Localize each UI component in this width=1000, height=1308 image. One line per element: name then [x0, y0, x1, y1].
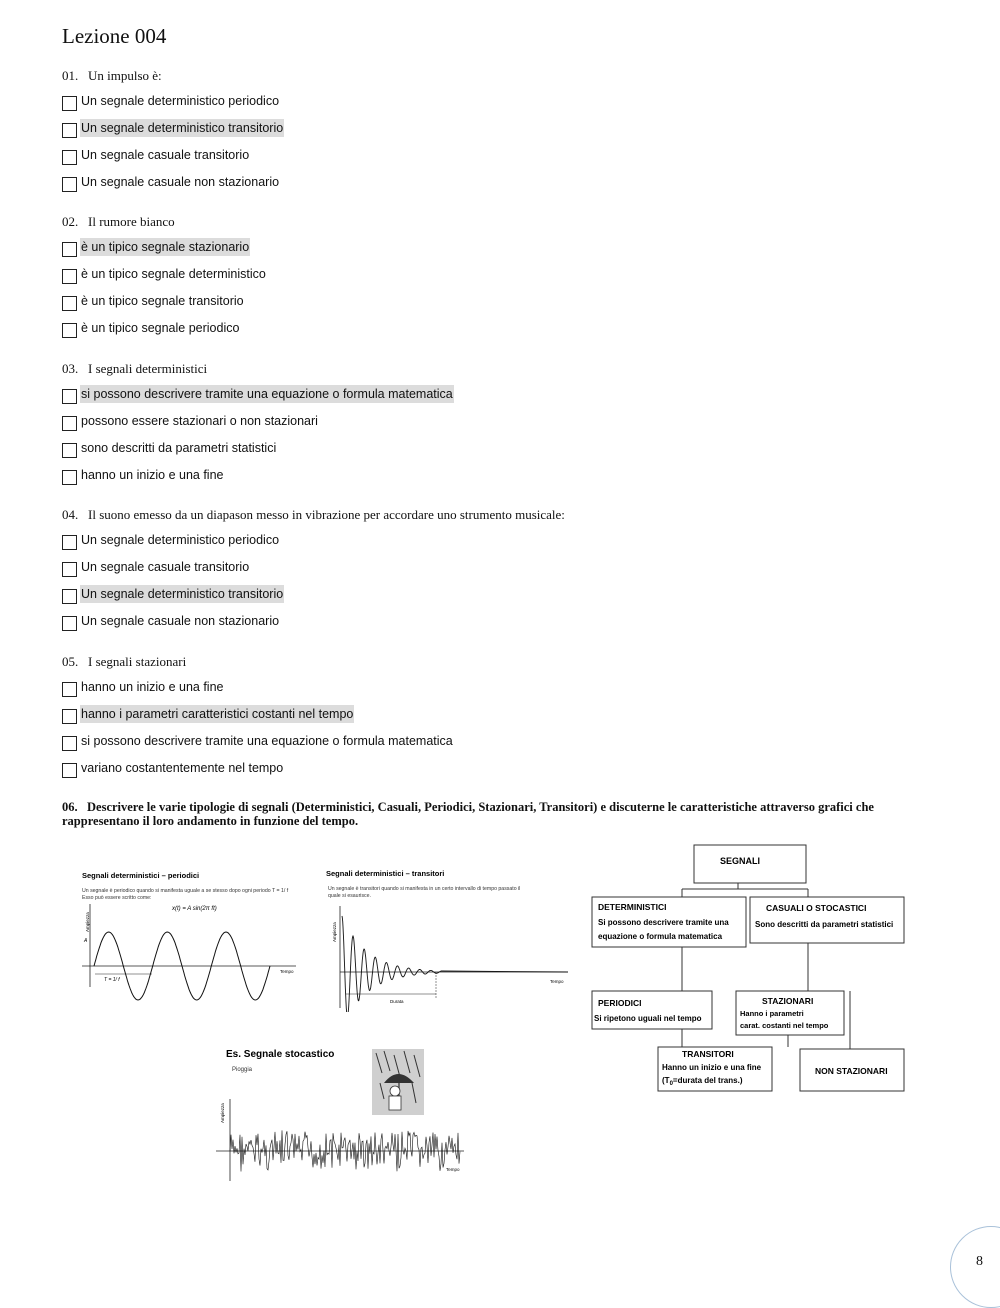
tree-tra-desc-2: ($T_0=durata$ del trans.) [662, 1076, 743, 1087]
periodic-chart [68, 862, 300, 1012]
answer-checkbox[interactable] [62, 763, 77, 778]
tree-sta-desc-2: carat. costanti nel tempo [740, 1021, 829, 1030]
answer-option[interactable] [62, 612, 942, 639]
answer-checkbox[interactable] [62, 389, 77, 404]
tree-cas-desc: Sono descritti da parametri statistici [755, 920, 894, 929]
answer-option[interactable] [62, 759, 942, 786]
stochastic-subtitle: Pioggia [232, 1067, 253, 1073]
question-number: 03. [62, 361, 79, 376]
answer-option[interactable] [62, 585, 942, 612]
question-label: Il suono emesso da un diapason messo in vibrazione per accordare uno strumento musicale: [88, 507, 565, 522]
tree-node-stationary [736, 991, 844, 1035]
question-1 [62, 66, 942, 200]
question-6-number: 06. [62, 800, 78, 814]
figure-periodic [68, 862, 300, 1012]
tree-tra-desc-1: Hanno un inizio e una fine [662, 1063, 762, 1072]
answer-label: Un segnale casuale transitorio [81, 560, 250, 574]
rain-umbrella-icon [372, 1049, 424, 1115]
answer-checkbox[interactable] [62, 470, 77, 485]
answer-option[interactable] [62, 119, 942, 146]
tree-sta-title: STAZIONARI [762, 996, 814, 1006]
answer-option[interactable] [62, 265, 942, 292]
stochastic-chart [212, 1043, 470, 1185]
answer-label: hanno un inizio e una fine [81, 468, 224, 482]
transient-ylabel: Ampiezza [332, 922, 337, 942]
tree-root-label: SEGNALI [720, 856, 761, 866]
answer-checkbox[interactable] [62, 323, 77, 338]
answer-label-highlighted: è un tipico segnale stazionario [81, 240, 250, 254]
answer-label-highlighted: Un segnale deterministico transitorio [81, 121, 284, 135]
answer-checkbox[interactable] [62, 177, 77, 192]
question-number: 01. [62, 68, 79, 83]
answer-option[interactable] [62, 466, 942, 493]
answer-label-highlighted: hanno i parametri caratteristici costanti nel tempo [81, 707, 354, 721]
tree-per-desc: Si ripetono uguali nel tempo [594, 1014, 702, 1023]
transient-chart [322, 862, 572, 1012]
answer-checkbox[interactable] [62, 562, 77, 577]
tree-per-title: PERIODICI [598, 998, 642, 1008]
answer-checkbox[interactable] [62, 242, 77, 257]
transient-damped-wave [342, 916, 568, 1012]
stochastic-ylabel: Ampiezza [220, 1103, 225, 1123]
question-text [62, 66, 942, 92]
answer-option[interactable] [62, 558, 942, 585]
answer-checkbox[interactable] [62, 709, 77, 724]
question-label: I segnali deterministici [88, 361, 208, 376]
tree-cas-title: CASUALI O STOCASTICI [766, 903, 867, 913]
answer-label: hanno un inizio e una fine [81, 680, 224, 694]
question-5 [62, 652, 942, 786]
answer-checkbox[interactable] [62, 616, 77, 631]
periodic-period-label: T = 1/ f [104, 977, 120, 983]
question-label: Il rumore bianco [88, 214, 175, 229]
answer-label: è un tipico segnale periodico [81, 321, 240, 335]
transient-desc-2: quale si esaurisce. [328, 893, 371, 899]
answer-option[interactable] [62, 732, 942, 759]
question-4 [62, 505, 942, 639]
answer-checkbox[interactable] [62, 443, 77, 458]
tree-node-periodic [592, 991, 712, 1029]
stochastic-title: Es. Segnale stocastico [226, 1049, 335, 1060]
answer-checkbox[interactable] [62, 96, 77, 111]
figure-stochastic [212, 1043, 470, 1185]
answer-option[interactable] [62, 705, 942, 732]
answer-option[interactable] [62, 385, 942, 412]
transient-desc-1: Un segnale è transitori quando si manifesta in un certo intervallo di tempo passato il [328, 886, 521, 892]
answer-option[interactable] [62, 92, 942, 119]
tree-node-transient [658, 1047, 772, 1091]
question-text [62, 359, 942, 385]
tree-node-deterministic [592, 897, 746, 947]
answer-checkbox[interactable] [62, 269, 77, 284]
answer-checkbox[interactable] [62, 416, 77, 431]
answer-label: possono essere stazionari o non stazionari [81, 414, 318, 428]
tree-node-random [750, 897, 904, 943]
lesson-title: Lezione 004 [62, 24, 167, 48]
answer-option[interactable] [62, 678, 942, 705]
question-text [62, 652, 942, 678]
transient-xlabel: Tempo [550, 979, 564, 984]
question-label: I segnali stazionari [88, 654, 187, 669]
periodic-title: Segnali deterministici – periodici [82, 871, 200, 880]
question-number: 05. [62, 654, 79, 669]
tree-det-desc-2: equazione o formula matematica [598, 932, 723, 941]
figure-transient [322, 862, 572, 1012]
answer-label: è un tipico segnale deterministico [81, 267, 266, 281]
question-3 [62, 359, 942, 493]
answer-label: Un segnale casuale transitorio [81, 148, 250, 162]
question-label: Un impulso è: [88, 68, 162, 83]
question-6-text: Descrivere le varie tipologie di segnali (Deterministici, Casuali, Periodici, Stazionari, Transitori) e discuterne le caratteristiche attraverso grafici che rappresentano il loro andamento in funzione del tempo. [62, 800, 874, 828]
answer-label: Un segnale deterministico periodico [81, 94, 280, 108]
answer-checkbox[interactable] [62, 535, 77, 550]
answer-checkbox[interactable] [62, 736, 77, 751]
periodic-formula: x(t) = A sin(2π ft) [172, 906, 217, 912]
tree-tra-title: TRANSITORI [682, 1049, 734, 1059]
answer-label: sono descritti da parametri statistici [81, 441, 277, 455]
answer-option[interactable] [62, 439, 942, 466]
answer-label: è un tipico segnale transitorio [81, 294, 244, 308]
answer-option[interactable] [62, 412, 942, 439]
question-number: 02. [62, 214, 79, 229]
answer-label: variano costantentemente nel tempo [81, 761, 284, 775]
answer-label: Un segnale casuale non stazionario [81, 614, 280, 628]
answer-label: Un segnale deterministico periodico [81, 533, 280, 547]
tree-det-desc-1: Si possono descrivere tramite una [598, 918, 729, 927]
tree-sta-desc-1: Hanno i parametri [740, 1009, 804, 1018]
answer-label: si possono descrivere tramite una equazione o formula matematica [81, 734, 453, 748]
question-text [62, 212, 942, 238]
transient-duration-label: Durata [390, 999, 404, 1004]
periodic-ylabel: Ampiezza [85, 912, 90, 932]
stochastic-xlabel: Tempo [446, 1167, 460, 1172]
periodic-desc-1: Un segnale è periodico quando si manifesta uguale a se stesso dopo ogni periodo T = 1/ f [82, 888, 289, 894]
question-number: 04. [62, 507, 79, 522]
answer-checkbox[interactable] [62, 682, 77, 697]
answer-label-highlighted: si possono descrivere tramite una equazione o formula matematica [81, 387, 453, 401]
answer-option[interactable] [62, 292, 942, 319]
answer-checkbox[interactable] [62, 296, 77, 311]
tree-det-title: DETERMINISTICI [598, 902, 667, 912]
answer-option[interactable] [62, 531, 942, 558]
transient-title: Segnali deterministici – transitori [326, 869, 445, 878]
periodic-amp-label: A [84, 938, 88, 944]
tree-node-non-stationary [800, 1049, 904, 1091]
answer-label-highlighted: Un segnale deterministico transitorio [81, 587, 284, 601]
page-number: 8 [976, 1254, 983, 1269]
page-corner-decoration [950, 1226, 1000, 1308]
answer-checkbox[interactable] [62, 150, 77, 165]
answer-option[interactable] [62, 319, 942, 346]
question-2 [62, 212, 942, 346]
answer-option[interactable] [62, 146, 942, 173]
periodic-xlabel: Tempo [280, 969, 294, 974]
tree-node-root [694, 845, 806, 883]
answer-checkbox[interactable] [62, 123, 77, 138]
question-6 [62, 800, 892, 828]
answer-option[interactable] [62, 238, 942, 265]
figure-signal-tree [590, 843, 906, 1093]
answer-label: Un segnale casuale non stazionario [81, 175, 280, 189]
signal-tree-diagram [590, 843, 906, 1093]
answer-option[interactable] [62, 173, 942, 200]
answer-checkbox[interactable] [62, 589, 77, 604]
question-text [62, 505, 942, 531]
tree-nonsta-title: NON STAZIONARI [815, 1066, 888, 1076]
periodic-desc-2: Esso può essere scritto come: [82, 895, 152, 901]
